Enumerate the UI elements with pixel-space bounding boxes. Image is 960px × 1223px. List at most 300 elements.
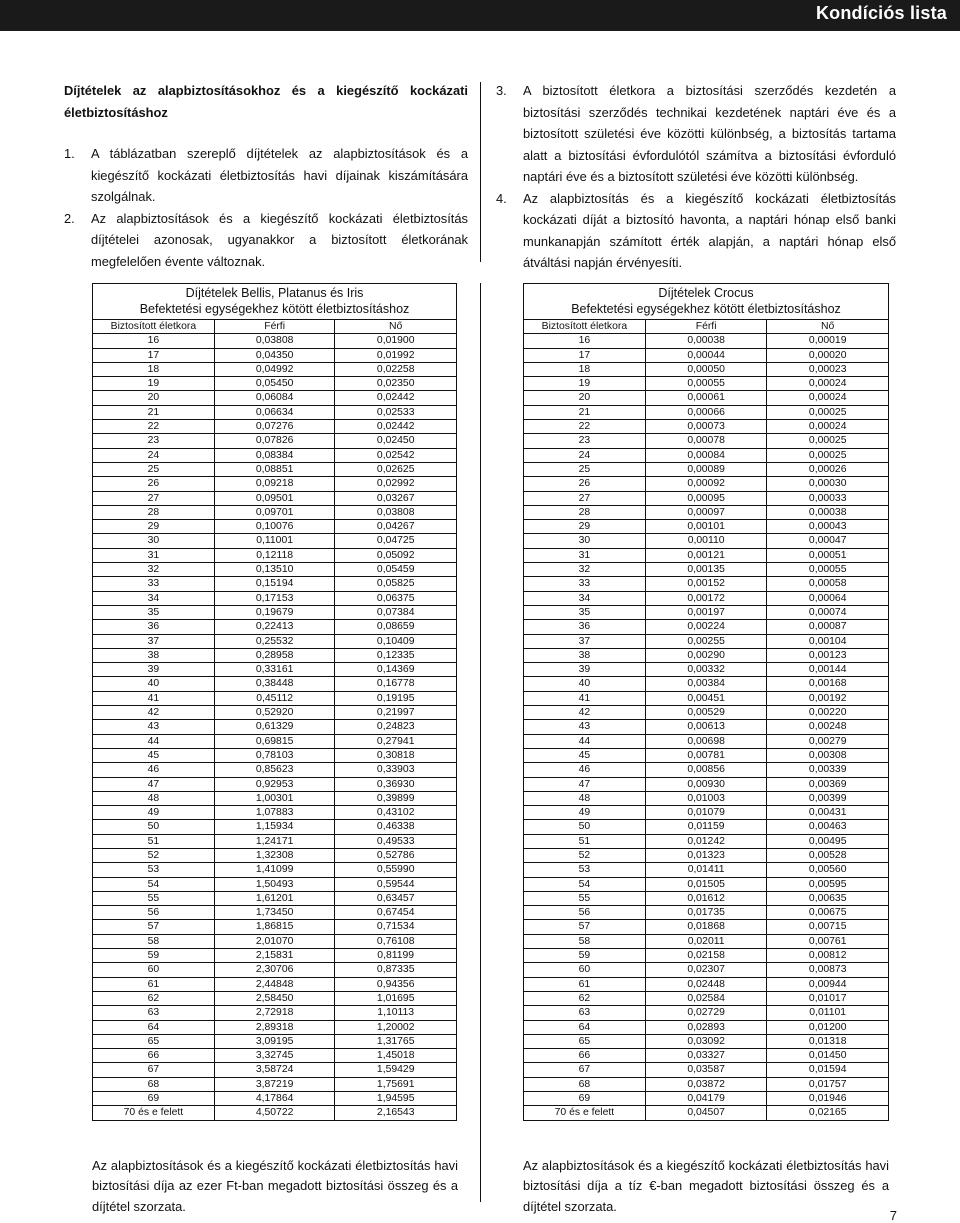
cell-age: 48 — [93, 791, 215, 805]
table-row — [93, 548, 457, 562]
cell-male-rate: 0,15194 — [214, 577, 335, 591]
cell-age: 62 — [524, 991, 646, 1005]
cell-age: 27 — [524, 491, 646, 505]
table-row — [524, 491, 889, 505]
cell-male-rate: 1,15934 — [214, 820, 335, 834]
table-row — [93, 577, 457, 591]
cell-female-rate: 1,20002 — [335, 1020, 457, 1034]
rates-table-bellis — [92, 283, 457, 1121]
table-row — [93, 834, 457, 848]
cell-age: 66 — [524, 1049, 646, 1063]
cell-age: 34 — [93, 591, 215, 605]
cell-male-rate: 0,00135 — [645, 563, 767, 577]
cell-male-rate: 0,38448 — [214, 677, 335, 691]
cell-male-rate: 0,00061 — [645, 391, 767, 405]
cell-male-rate: 0,13510 — [214, 563, 335, 577]
cell-age: 50 — [93, 820, 215, 834]
cell-male-rate: 0,00055 — [645, 377, 767, 391]
table-title-line1: Díjtételek Crocus — [658, 286, 754, 300]
table-header-row — [524, 320, 889, 334]
table-row — [524, 806, 889, 820]
cell-female-rate: 0,05459 — [335, 563, 457, 577]
table-row — [524, 934, 889, 948]
cell-male-rate: 0,01411 — [645, 863, 767, 877]
cell-age: 68 — [524, 1077, 646, 1091]
cell-age: 66 — [93, 1049, 215, 1063]
cell-female-rate: 0,02533 — [335, 405, 457, 419]
cell-female-rate: 0,00528 — [767, 848, 889, 862]
cell-female-rate: 0,81199 — [335, 949, 457, 963]
cell-female-rate: 0,30818 — [335, 748, 457, 762]
cell-age: 70 és e felett — [93, 1106, 215, 1120]
cell-female-rate: 1,31765 — [335, 1034, 457, 1048]
cell-male-rate: 0,61329 — [214, 720, 335, 734]
cell-age: 28 — [524, 505, 646, 519]
list-text: A táblázatban szereplő díjtételek az alapbiztosítások és a kiegészítő kockázati életbiztosítás havi díjainak kiszámítására szolgálnak. — [91, 146, 468, 204]
table-row — [524, 977, 889, 991]
table-row — [524, 520, 889, 534]
cell-age: 54 — [93, 877, 215, 891]
list-number: 3. — [496, 83, 507, 98]
cell-male-rate: 0,00097 — [645, 505, 767, 519]
list-number: 1. — [64, 146, 75, 161]
table-row — [524, 477, 889, 491]
cell-male-rate: 0,69815 — [214, 734, 335, 748]
cell-female-rate: 0,01450 — [767, 1049, 889, 1063]
cell-male-rate: 0,01159 — [645, 820, 767, 834]
cell-female-rate: 0,00369 — [767, 777, 889, 791]
table-row — [93, 1020, 457, 1034]
cell-female-rate: 1,94595 — [335, 1092, 457, 1106]
cell-female-rate: 0,21997 — [335, 706, 457, 720]
cell-male-rate: 0,11001 — [214, 534, 335, 548]
cell-male-rate: 0,00038 — [645, 334, 767, 348]
table-body — [93, 334, 457, 1120]
cell-male-rate: 0,00930 — [645, 777, 767, 791]
table-row — [524, 591, 889, 605]
cell-female-rate: 0,00019 — [767, 334, 889, 348]
cell-age: 22 — [524, 420, 646, 434]
cell-female-rate: 0,00761 — [767, 934, 889, 948]
table-row — [93, 520, 457, 534]
cell-male-rate: 0,00384 — [645, 677, 767, 691]
cell-male-rate: 0,00332 — [645, 663, 767, 677]
cell-female-rate: 0,00074 — [767, 605, 889, 619]
cell-male-rate: 0,04350 — [214, 348, 335, 362]
table-row — [524, 891, 889, 905]
table-row — [93, 434, 457, 448]
cell-female-rate: 0,00495 — [767, 834, 889, 848]
table-row — [524, 906, 889, 920]
cell-age: 40 — [524, 677, 646, 691]
cell-female-rate: 0,14369 — [335, 663, 457, 677]
table-row — [524, 1063, 889, 1077]
cell-female-rate: 0,00026 — [767, 462, 889, 476]
cell-female-rate: 0,00399 — [767, 791, 889, 805]
cell-age: 41 — [524, 691, 646, 705]
intro-right-column — [496, 80, 896, 274]
cell-male-rate: 1,41099 — [214, 863, 335, 877]
cell-age: 31 — [93, 548, 215, 562]
cell-male-rate: 0,03808 — [214, 334, 335, 348]
table-row — [524, 1106, 889, 1120]
cell-female-rate: 0,24823 — [335, 720, 457, 734]
cell-age: 29 — [93, 520, 215, 534]
column-divider-top — [480, 82, 481, 262]
note-right: Az alapbiztosítások és a kiegészítő kockázati életbiztosítás havi biztosítási díja a tíz €-ban megadott biztosítási összeg és a díjtétel szorzata. — [523, 1157, 889, 1214]
cell-age: 30 — [93, 534, 215, 548]
cell-age: 17 — [93, 348, 215, 362]
table-row — [524, 634, 889, 648]
table-row — [93, 877, 457, 891]
cell-age: 20 — [93, 391, 215, 405]
table-row — [524, 563, 889, 577]
cell-female-rate: 0,01900 — [335, 334, 457, 348]
cell-age: 34 — [524, 591, 646, 605]
cell-male-rate: 0,02158 — [645, 949, 767, 963]
cell-male-rate: 0,52920 — [214, 706, 335, 720]
cell-female-rate: 0,01992 — [335, 348, 457, 362]
cell-female-rate: 0,00463 — [767, 820, 889, 834]
cell-male-rate: 0,00050 — [645, 362, 767, 376]
table-row — [524, 663, 889, 677]
cell-female-rate: 0,02442 — [335, 391, 457, 405]
cell-female-rate: 0,00024 — [767, 377, 889, 391]
cell-male-rate: 0,07826 — [214, 434, 335, 448]
cell-female-rate: 0,00038 — [767, 505, 889, 519]
table-row — [524, 362, 889, 376]
cell-female-rate: 0,00051 — [767, 548, 889, 562]
table-row — [93, 920, 457, 934]
cell-age: 48 — [524, 791, 646, 805]
cell-age: 49 — [93, 806, 215, 820]
cell-female-rate: 0,02442 — [335, 420, 457, 434]
cell-age: 18 — [524, 362, 646, 376]
cell-male-rate: 0,09701 — [214, 505, 335, 519]
table-row — [524, 605, 889, 619]
cell-age: 16 — [524, 334, 646, 348]
cell-age: 21 — [93, 405, 215, 419]
cell-age: 23 — [524, 434, 646, 448]
cell-male-rate: 1,61201 — [214, 891, 335, 905]
list-text: Az alapbiztosítások és a kiegészítő kockázati életbiztosítás díjtételei azonosak, ugyanakkor a biztosított életkorának megfelelően évente változnak. — [91, 210, 468, 269]
cell-age: 68 — [93, 1077, 215, 1091]
cell-male-rate: 0,06634 — [214, 405, 335, 419]
rates-table-crocus — [523, 283, 889, 1121]
cell-age: 36 — [93, 620, 215, 634]
table-row — [93, 634, 457, 648]
table-row — [93, 505, 457, 519]
cell-age: 50 — [524, 820, 646, 834]
cell-female-rate: 0,02165 — [767, 1106, 889, 1120]
cell-age: 22 — [93, 420, 215, 434]
table-row — [524, 791, 889, 805]
cell-female-rate: 0,00024 — [767, 420, 889, 434]
cell-male-rate: 0,01079 — [645, 806, 767, 820]
table-row — [524, 820, 889, 834]
cell-female-rate: 0,00308 — [767, 748, 889, 762]
cell-age: 16 — [93, 334, 215, 348]
cell-female-rate: 0,00873 — [767, 963, 889, 977]
table-row — [93, 534, 457, 548]
cell-female-rate: 0,00123 — [767, 648, 889, 662]
cell-age: 54 — [524, 877, 646, 891]
cell-male-rate: 0,78103 — [214, 748, 335, 762]
cell-female-rate: 0,07384 — [335, 605, 457, 619]
cell-male-rate: 0,08384 — [214, 448, 335, 462]
cell-male-rate: 0,00092 — [645, 477, 767, 491]
page-title: Kondíciós lista — [815, 3, 947, 23]
cell-female-rate: 0,00192 — [767, 691, 889, 705]
cell-male-rate: 0,01505 — [645, 877, 767, 891]
table-row — [93, 491, 457, 505]
table-row — [93, 706, 457, 720]
cell-male-rate: 0,00089 — [645, 462, 767, 476]
table-row — [524, 863, 889, 877]
table-row — [93, 405, 457, 419]
cell-male-rate: 0,02307 — [645, 963, 767, 977]
cell-male-rate: 0,04507 — [645, 1106, 767, 1120]
cell-age: 30 — [524, 534, 646, 548]
cell-male-rate: 0,08851 — [214, 462, 335, 476]
table-row — [524, 1020, 889, 1034]
cell-female-rate: 0,71534 — [335, 920, 457, 934]
table-row — [524, 348, 889, 362]
column-header-male: Férfi — [645, 320, 767, 334]
cell-age: 42 — [524, 706, 646, 720]
table-header-row — [93, 320, 457, 334]
column-header-female: Nő — [767, 320, 889, 334]
table-row — [93, 1063, 457, 1077]
cell-age: 55 — [524, 891, 646, 905]
cell-age: 41 — [93, 691, 215, 705]
table-row — [524, 677, 889, 691]
intro-heading: Díjtételek az alapbiztosításokhoz és a kiegészítő kockázati életbiztosításhoz — [64, 83, 468, 120]
cell-age: 24 — [524, 448, 646, 462]
cell-male-rate: 0,00698 — [645, 734, 767, 748]
cell-male-rate: 0,01323 — [645, 848, 767, 862]
cell-male-rate: 0,02011 — [645, 934, 767, 948]
cell-age: 32 — [93, 563, 215, 577]
cell-female-rate: 0,01017 — [767, 991, 889, 1005]
cell-female-rate: 0,01101 — [767, 1006, 889, 1020]
cell-age: 53 — [93, 863, 215, 877]
table-row — [93, 820, 457, 834]
cell-male-rate: 4,50722 — [214, 1106, 335, 1120]
table-row — [93, 748, 457, 762]
cell-male-rate: 0,85623 — [214, 763, 335, 777]
cell-male-rate: 0,00110 — [645, 534, 767, 548]
cell-female-rate: 0,00675 — [767, 906, 889, 920]
table-row — [93, 663, 457, 677]
table-row — [93, 691, 457, 705]
cell-age: 26 — [524, 477, 646, 491]
cell-age: 69 — [93, 1092, 215, 1106]
cell-female-rate: 0,01757 — [767, 1077, 889, 1091]
cell-female-rate: 1,45018 — [335, 1049, 457, 1063]
cell-age: 40 — [93, 677, 215, 691]
cell-age: 32 — [524, 563, 646, 577]
table-row — [524, 763, 889, 777]
cell-female-rate: 0,12335 — [335, 648, 457, 662]
cell-male-rate: 0,00255 — [645, 634, 767, 648]
cell-age: 45 — [93, 748, 215, 762]
cell-age: 28 — [93, 505, 215, 519]
table-row — [524, 748, 889, 762]
cell-male-rate: 0,03872 — [645, 1077, 767, 1091]
table-title — [93, 284, 457, 320]
cell-age: 59 — [93, 949, 215, 963]
table-row — [524, 834, 889, 848]
cell-male-rate: 0,00856 — [645, 763, 767, 777]
cell-age: 67 — [93, 1063, 215, 1077]
list-text: Az alapbiztosítás és a kiegészítő kockázati életbiztosítás kockázati díját a biztosító havonta, a naptári hónap első banki munkanapján számított érték alapján, a naptári hónap első átváltási napján érvényesíti. — [523, 190, 896, 270]
table-row — [524, 734, 889, 748]
table-row — [93, 1049, 457, 1063]
column-header-male: Férfi — [214, 320, 335, 334]
cell-female-rate: 0,00030 — [767, 477, 889, 491]
table-row — [524, 620, 889, 634]
list-item — [64, 143, 468, 208]
cell-male-rate: 0,01003 — [645, 791, 767, 805]
cell-age: 61 — [93, 977, 215, 991]
table-row — [93, 362, 457, 376]
cell-age: 56 — [524, 906, 646, 920]
cell-female-rate: 0,00595 — [767, 877, 889, 891]
cell-male-rate: 0,06084 — [214, 391, 335, 405]
cell-age: 39 — [524, 663, 646, 677]
table-body — [524, 334, 889, 1120]
table-row — [93, 791, 457, 805]
table-row — [93, 963, 457, 977]
table-row — [93, 391, 457, 405]
cell-male-rate: 0,00781 — [645, 748, 767, 762]
cell-female-rate: 0,00635 — [767, 891, 889, 905]
cell-age: 47 — [93, 777, 215, 791]
cell-female-rate: 0,05825 — [335, 577, 457, 591]
cell-female-rate: 1,01695 — [335, 991, 457, 1005]
cell-female-rate: 0,00248 — [767, 720, 889, 734]
column-divider-bottom — [480, 283, 481, 1202]
table-row — [524, 691, 889, 705]
cell-male-rate: 1,86815 — [214, 920, 335, 934]
cell-age: 62 — [93, 991, 215, 1005]
cell-female-rate: 0,06375 — [335, 591, 457, 605]
table-row — [93, 377, 457, 391]
cell-male-rate: 0,00290 — [645, 648, 767, 662]
cell-female-rate: 0,01200 — [767, 1020, 889, 1034]
cell-female-rate: 0,05092 — [335, 548, 457, 562]
table-row — [524, 1034, 889, 1048]
table-row — [524, 420, 889, 434]
cell-male-rate: 1,73450 — [214, 906, 335, 920]
cell-age: 57 — [524, 920, 646, 934]
cell-age: 33 — [93, 577, 215, 591]
cell-female-rate: 0,39899 — [335, 791, 457, 805]
cell-male-rate: 0,12118 — [214, 548, 335, 562]
cell-male-rate: 1,07883 — [214, 806, 335, 820]
cell-male-rate: 0,22413 — [214, 620, 335, 634]
column-header-age: Biztosított életkora — [524, 320, 646, 334]
table-row — [93, 620, 457, 634]
cell-age: 35 — [93, 605, 215, 619]
cell-age: 27 — [93, 491, 215, 505]
table-row — [524, 720, 889, 734]
cell-male-rate: 2,15831 — [214, 949, 335, 963]
cell-female-rate: 1,59429 — [335, 1063, 457, 1077]
table-row — [93, 906, 457, 920]
table-row — [93, 420, 457, 434]
table-title-line2: Befektetési egységekhez kötött életbiztosításhoz — [139, 302, 410, 316]
cell-female-rate: 0,04725 — [335, 534, 457, 548]
cell-female-rate: 0,43102 — [335, 806, 457, 820]
cell-male-rate: 0,25532 — [214, 634, 335, 648]
table-row — [93, 462, 457, 476]
table-row — [524, 949, 889, 963]
cell-age: 37 — [93, 634, 215, 648]
cell-male-rate: 0,00095 — [645, 491, 767, 505]
cell-female-rate: 0,00025 — [767, 405, 889, 419]
cell-age: 17 — [524, 348, 646, 362]
cell-male-rate: 0,00613 — [645, 720, 767, 734]
cell-female-rate: 0,67454 — [335, 906, 457, 920]
cell-age: 51 — [93, 834, 215, 848]
table-row — [93, 1092, 457, 1106]
cell-age: 53 — [524, 863, 646, 877]
cell-female-rate: 0,19195 — [335, 691, 457, 705]
table-row — [93, 448, 457, 462]
cell-age: 45 — [524, 748, 646, 762]
cell-age: 43 — [524, 720, 646, 734]
column-header-age: Biztosított életkora — [93, 320, 215, 334]
cell-female-rate: 0,01594 — [767, 1063, 889, 1077]
cell-age: 60 — [524, 963, 646, 977]
cell-female-rate: 0,94356 — [335, 977, 457, 991]
table-row — [524, 706, 889, 720]
cell-male-rate: 0,03092 — [645, 1034, 767, 1048]
cell-male-rate: 0,00078 — [645, 434, 767, 448]
cell-female-rate: 0,00560 — [767, 863, 889, 877]
table-row — [93, 734, 457, 748]
table-row — [93, 1034, 457, 1048]
cell-age: 21 — [524, 405, 646, 419]
table-row — [524, 334, 889, 348]
cell-age: 25 — [524, 462, 646, 476]
table-row — [93, 648, 457, 662]
cell-female-rate: 0,00944 — [767, 977, 889, 991]
list-text: A biztosított életkora a biztosítási szerződés kezdetén a biztosítási szerződés technikai kezdetének naptári éve és a biztosított születési éve közötti különbség, a biztosítás tartama alatt a biztosítási évfordulótól számítva a biztosítási évforduló naptári éve és a biztosított születési éve közötti különbség. — [523, 83, 896, 184]
cell-female-rate: 0,76108 — [335, 934, 457, 948]
cell-age: 65 — [93, 1034, 215, 1048]
cell-male-rate: 0,00121 — [645, 548, 767, 562]
list-item — [496, 188, 896, 274]
cell-female-rate: 0,00168 — [767, 677, 889, 691]
cell-female-rate: 0,00339 — [767, 763, 889, 777]
cell-age: 63 — [93, 1006, 215, 1020]
cell-female-rate: 0,02625 — [335, 462, 457, 476]
table-row — [93, 1106, 457, 1120]
table-row — [93, 848, 457, 862]
cell-female-rate: 0,00043 — [767, 520, 889, 534]
cell-female-rate: 0,49533 — [335, 834, 457, 848]
cell-male-rate: 2,44848 — [214, 977, 335, 991]
cell-male-rate: 0,02729 — [645, 1006, 767, 1020]
cell-female-rate: 0,00020 — [767, 348, 889, 362]
cell-male-rate: 4,17864 — [214, 1092, 335, 1106]
cell-age: 58 — [524, 934, 646, 948]
table-title — [524, 284, 889, 320]
cell-female-rate: 0,59544 — [335, 877, 457, 891]
